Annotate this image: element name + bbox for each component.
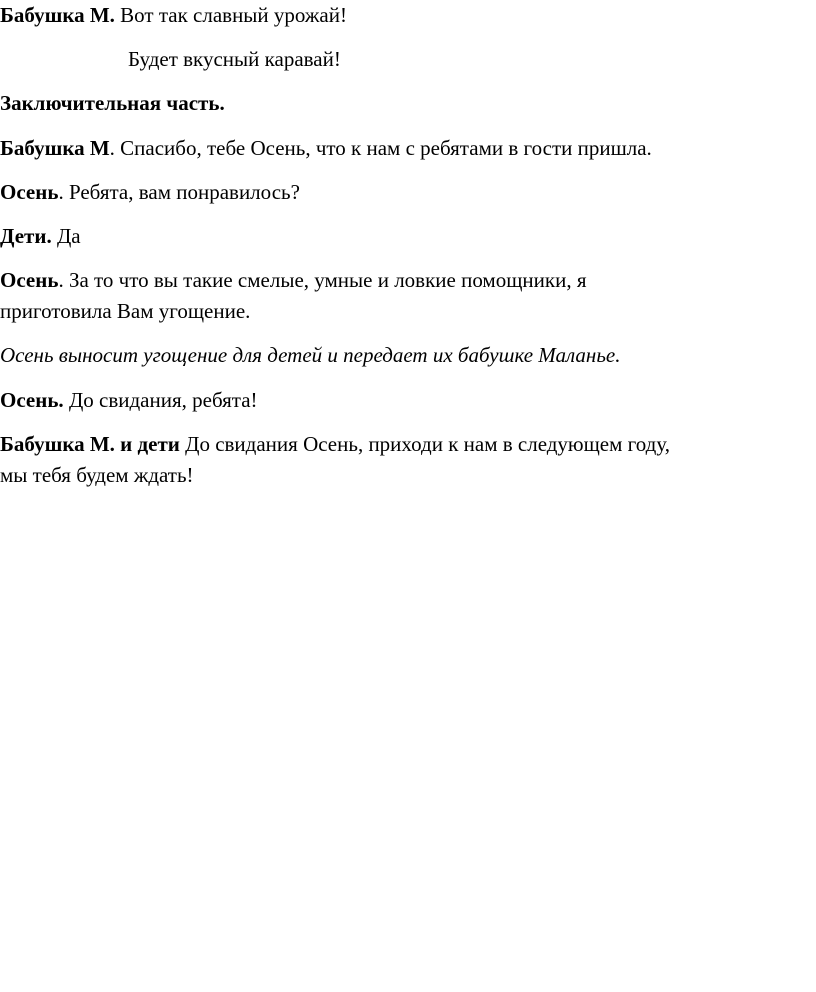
speaker-osen: Осень — [0, 180, 59, 204]
line-osen-question — [0, 177, 300, 208]
speaker-osen: Осень — [0, 268, 59, 292]
line-text: До свидания Осень, приходи к нам в следующем году, — [179, 432, 670, 456]
speaker-babushka: Бабушка М — [0, 136, 110, 160]
speaker-osen: Осень. — [0, 388, 64, 412]
line-deti-answer — [0, 221, 81, 252]
line-text: Вот так славный урожай! — [114, 3, 347, 27]
line-final-1 — [0, 429, 670, 460]
speaker-deti: Дети. — [0, 224, 52, 248]
line-text: . Ребята, вам понравилось? — [58, 180, 300, 204]
line-text: . Спасибо, тебе Осень, что к нам с ребятами в гости пришла. — [109, 136, 652, 160]
line-final-2 — [0, 460, 194, 491]
stage-direction: Осень выносит угощение для детей и передает их бабушке Маланье. — [0, 343, 621, 367]
line-osen-goodbye — [0, 385, 258, 416]
line-text: Да — [51, 224, 81, 248]
line-text: Будет вкусный каравай! — [128, 47, 341, 71]
line-karavai — [128, 44, 341, 75]
line-bab-thanks — [0, 133, 652, 164]
line-osen-gift-1 — [0, 265, 586, 296]
speaker-babushka-and-deti: Бабушка М. и дети — [0, 432, 180, 456]
speaker-babushka: Бабушка М. — [0, 3, 115, 27]
line-text: . За то что вы такие смелые, умные и ловкие помощники, я — [58, 268, 587, 292]
line-osen-gift-2 — [0, 296, 250, 327]
section-heading: Заключительная часть. — [0, 91, 225, 115]
line-text: мы тебя будем ждать! — [0, 463, 194, 487]
line-bab-harvest — [0, 0, 347, 31]
line-text: приготовила Вам угощение. — [0, 299, 251, 323]
line-text: До свидания, ребята! — [63, 388, 258, 412]
